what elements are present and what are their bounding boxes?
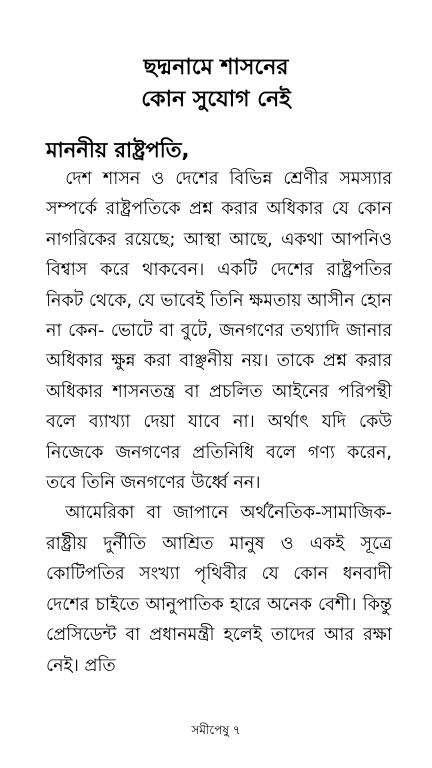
article-title (0, 52, 432, 116)
paragraph-2: আমেরিকা বা জাপানে অর্থনৈতিক-সামাজিক-রাষ্ট্রীয় দুর্নীতি আশ্রিত মানুষ ও একই সূত্রে কোটিপতির সংখ্যা পৃথিবীর যে কোন ধনবাদী দেশের চাইতে আনুপাতিক হারে অনেক বেশী। কিন্তু প্রেসিডেন্ট বা প্রধানমন্ত্রী হলেই তাদের আর রক্ষা নেই। প্রতি (46, 503, 392, 676)
title-line-1: ছদ্মনামে শাসনের (143, 55, 289, 80)
title-line-2: কোন সুযোগ নেই (141, 87, 291, 112)
salutation: মাননীয় রাষ্ট্রপতি, (46, 138, 190, 162)
page-footer: সমীপেষু ৭ (191, 723, 241, 737)
letter-body (46, 164, 392, 681)
paragraph-1: দেশ শাসন ও দেশের বিভিন্ন শ্রেণীর সমস্যার সম্পর্কে রাষ্ট্রপতিকে প্রশ্ন করার অধিকার যে কোন নাগরিকের রয়েছে; আস্থা আছে, একথা আপনিও বিশ্বাস করে থাকবেন। একটি দেশের রাষ্ট্রপতির নিকট থেকে, যে ভাবেই তিনি ক্ষমতায় আসীন হোন না কেন- ভোটে বা বুটে, জনগণের তথ্যাদি জানার অধিকার ক্ষুন্ন করা বাঞ্ছনীয় নয়। তাকে প্রশ্ন করার অধিকার শাসনতন্ত্র বা প্রচলিত আইনের পরিপন্থী বলে ব্যাখ্যা দেয়া যাবে না। অর্থাৎ যদি কেউ নিজেকে জনগণের প্রতিনিধি বলে গণ্য করেন, তবে তিনি জনগণের উর্ধ্বে নন। (46, 169, 392, 494)
